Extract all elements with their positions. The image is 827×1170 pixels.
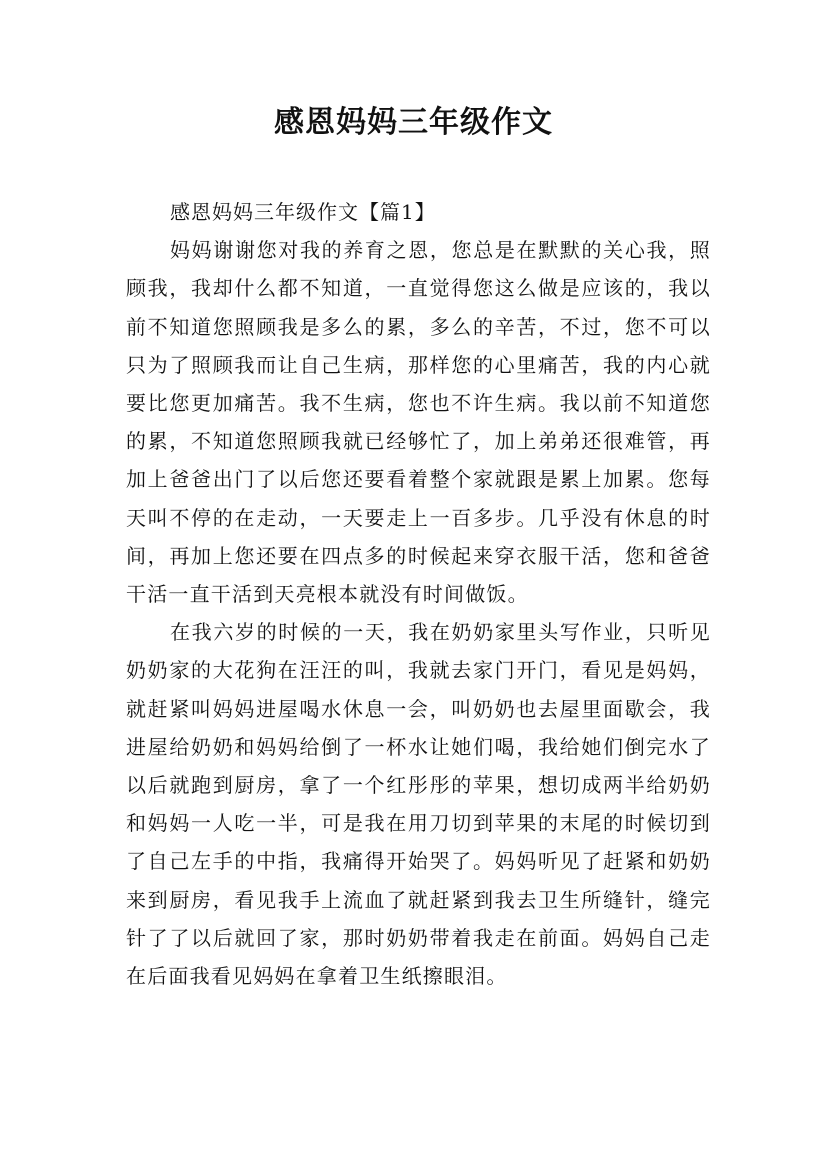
section-heading: 感恩妈妈三年级作文【篇1】 bbox=[170, 200, 436, 224]
document-title: 感恩妈妈三年级作文 bbox=[274, 105, 553, 140]
paragraph-1: 妈妈谢谢您对我的养育之恩，您总是在默默的关心我，照顾我，我却什么都不知道，一直觉得您这么做是应该的，我以前不知道您照顾我是多么的累，多么的辛苦，不过，您不可以只为了照顾我而让自己生病，那样您的心里痛苦，我的内心就要比您更加痛苦。我不生病，您也不许生病。我以前不知道您的累，不知道您照顾我就已经够忙了，加上弟弟还很难管，再加上爸爸出门了以后您还要看着整个家就跟是累上加累。您每天叫不停的在走动，一天要走上一百多步。几乎没有休息的时间，再加上您还要在四点多的时候起来穿衣服干活，您和爸爸干活一直干活到天亮根本就没有时间做饭。 bbox=[126, 238, 711, 607]
paragraph-2: 在我六岁的时候的一天，我在奶奶家里头写作业，只听见奶奶家的大花狗在汪汪的叫，我就去家门开门，看见是妈妈，就赶紧叫妈妈进屋喝水休息一会，叫奶奶也去屋里面歇会，我进屋给奶奶和妈妈给倒了一杯水让她们喝，我给她们倒完水了以后就跑到厨房，拿了一个红彤彤的苹果，想切成两半给奶奶和妈妈一人吃一半，可是我在用刀切到苹果的末尾的时候切到了自己左手的中指，我痛得开始哭了。妈妈听见了赶紧和奶奶来到厨房，看见我手上流血了就赶紧到我去卫生所缝针，缝完针了了以后就回了家，那时奶奶带着我走在前面。妈妈自己走在后面我看见妈妈在拿着卫生纸擦眼泪。 bbox=[126, 620, 711, 989]
document-body bbox=[126, 193, 711, 995]
